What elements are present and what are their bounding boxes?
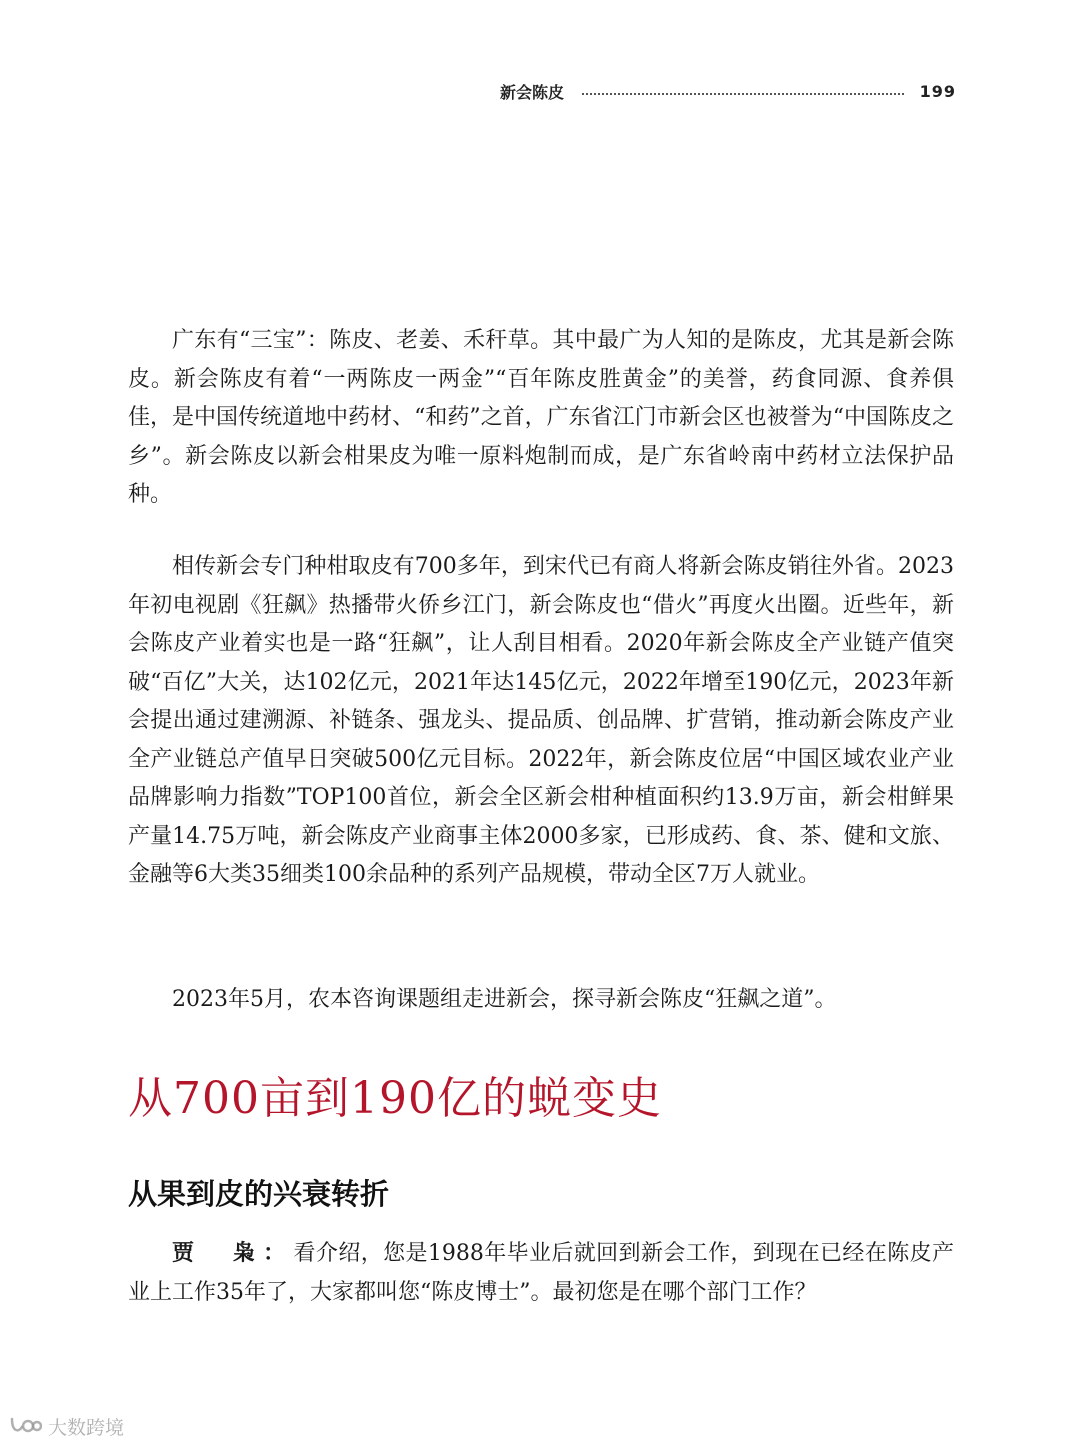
running-header: [500, 78, 956, 104]
header-leader-dots: [582, 93, 904, 95]
dialogue-text: 看介绍，您是1988年毕业后就回到新会工作，到现在已经在陈皮产业上工作35年了，大家都叫您“陈皮博士”。最初您是在哪个部门工作？: [128, 1241, 954, 1305]
dialogue-paragraph: [128, 1234, 954, 1312]
watermark: [8, 1410, 124, 1442]
chapter-title: 新会陈皮: [500, 82, 565, 102]
watermark-text: 大数跨境: [48, 1416, 125, 1439]
subsection-title: 从果到皮的兴衰转折: [128, 1177, 390, 1211]
paragraph-industry: 相传新会专门种柑取皮有700多年，到宋代已有商人将新会陈皮销往外省。2023年初电视剧《狂飙》热播带火侨乡江门，新会陈皮也“借火”再度火出圈。近些年，新会陈皮产业着实也是一路“狂飙”，让人刮目相看。2020年新会陈皮全产业链产值突破“百亿”大关，达102亿元，2021年达145亿元，2022年增至190亿元，2023年新会提出通过建溯源、补链条、强龙头、提品质、创品牌、扩营销，推动新会陈皮产业全产业链总产值早日突破500亿元目标。2022年，新会陈皮位居“中国区域农业产业品牌影响力指数”TOP100首位，新会全区新会柑种植面积约13.9万亩，新会柑鲜果产量14.75万吨，新会陈皮产业商事主体2000多家，已形成药、食、茶、健和文旅、金融等6大类35细类100余品种的系列产品规模，带动全区7万人就业。: [128, 554, 954, 887]
paragraph-visit: 2023年5月，农本咨询课题组走进新会，探寻新会陈皮“狂飙之道”。: [172, 987, 837, 1012]
section-title: 从700亩到190亿的蜕变史: [128, 1073, 662, 1124]
speaker-label: 贾 枭：: [172, 1240, 294, 1266]
logo-mark-icon: [8, 1415, 42, 1437]
paragraph-intro: 广东有“三宝”：陈皮、老姜、禾秆草。其中最广为人知的是陈皮，尤其是新会陈皮。新会陈皮有着“一两陈皮一两金”“百年陈皮胜黄金”的美誉，药食同源、食养俱佳，是中国传统道地中药材、“和药”之首，广东省江门市新会区也被誉为“中国陈皮之乡”。新会陈皮以新会柑果皮为唯一原料炮制而成，是广东省岭南中药材立法保护品种。: [128, 328, 954, 507]
page-number: 199: [919, 81, 956, 101]
